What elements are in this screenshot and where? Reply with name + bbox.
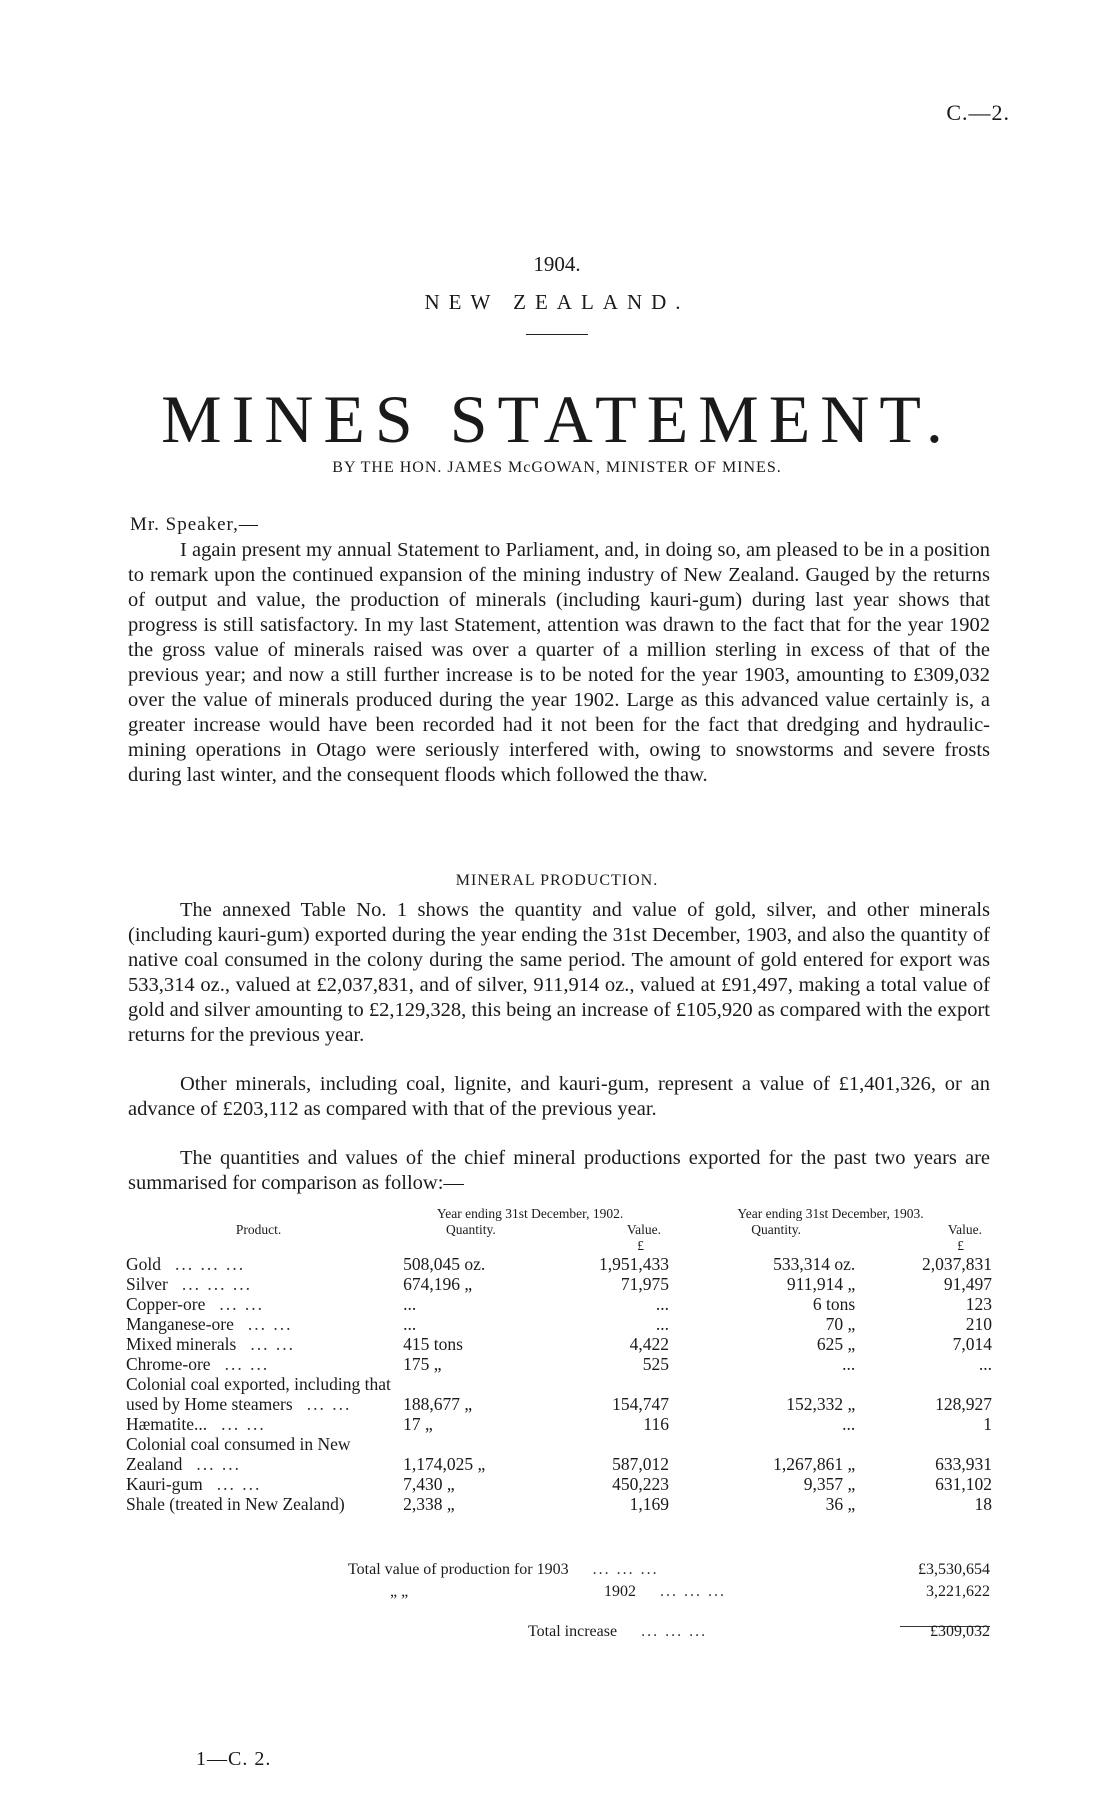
- paper-reference: C.—2.: [946, 100, 1010, 125]
- quantity-1903-cell-text: 9,357 „: [803, 1474, 856, 1494]
- table-currency-row: [126, 1238, 992, 1254]
- quantity-1902-cell: [391, 1274, 550, 1294]
- value-1903-cell: [883, 1474, 992, 1494]
- product-cell-text: Shale (treated in New Zealand): [126, 1494, 345, 1514]
- value-1903-cell: [883, 1274, 992, 1294]
- value-1902-cell: [551, 1254, 669, 1274]
- summary-intro-block: [128, 1146, 990, 1196]
- value-1902-cell: [551, 1474, 669, 1494]
- table-group-header: [126, 1206, 992, 1222]
- intro-paragraph-block: [128, 538, 990, 788]
- value-1903-cell: [883, 1294, 992, 1314]
- quantity-1903-cell-text: ...: [842, 1414, 856, 1434]
- value-1903-cell: [883, 1494, 992, 1514]
- increase-text: Total increase: [528, 1623, 618, 1640]
- quantity-1902-cell-text: 1,174,025 „: [403, 1454, 486, 1474]
- quantity-1903-cell: [669, 1274, 883, 1294]
- value-1903-cell: [883, 1314, 992, 1334]
- quantity-1903-cell-text: ...: [842, 1354, 856, 1374]
- quantity-1903-cell: [669, 1254, 883, 1274]
- summary-intro-paragraph: The quantities and values of the chief mineral productions exported for the past two years are summarised for comparison as follow:—: [128, 1147, 990, 1194]
- value-1903-cell: [883, 1354, 992, 1374]
- product-cell: [126, 1314, 391, 1334]
- quantity-1902-cell-text: ...: [403, 1314, 417, 1334]
- quantity-1902-cell: [391, 1254, 550, 1274]
- product-cell-text: Manganese-ore: [126, 1314, 234, 1334]
- leader-dots: ... ... ...: [175, 1254, 246, 1274]
- quantity-1903-cell-text: 36 „: [825, 1494, 856, 1514]
- quantity-1902-cell-text: 188,677 „: [403, 1394, 473, 1414]
- value-1903-cell-text: 1: [983, 1414, 992, 1434]
- product-cell-text: Mixed minerals: [126, 1334, 237, 1354]
- col-quantity-1903: Quantity.: [751, 1222, 801, 1237]
- value-1903-cell: [883, 1254, 992, 1274]
- ditto-marks: „ „: [390, 1583, 409, 1600]
- section-heading: MINERAL PRODUCTION.: [455, 872, 659, 889]
- product-cell: [126, 1494, 391, 1514]
- quantity-1903-cell-text: 911,914 „: [786, 1274, 856, 1294]
- value-1902-cell: [551, 1294, 669, 1314]
- table-row: [126, 1294, 992, 1314]
- quantity-1903-cell: [669, 1334, 883, 1354]
- title-divider: [526, 334, 588, 335]
- value-1902-cell: [551, 1354, 669, 1374]
- leader-dots: ... ...: [221, 1414, 266, 1434]
- product-cell: [126, 1434, 391, 1474]
- quantity-1902-cell-text: 17 „: [403, 1414, 433, 1434]
- quantity-1903-cell: [669, 1354, 883, 1374]
- value-1902-cell: [551, 1374, 669, 1414]
- total-1903-text: Total value of production for 1903: [348, 1561, 569, 1578]
- col-product: Product.: [235, 1222, 282, 1237]
- col-quantity-1902: Quantity.: [445, 1222, 496, 1237]
- table-row: [126, 1254, 992, 1274]
- leader-dots: ... ...: [224, 1354, 270, 1374]
- quantity-1902-cell: [391, 1314, 550, 1334]
- table-row: [126, 1494, 992, 1514]
- quantity-1902-cell-text: 175 „: [403, 1354, 442, 1374]
- total-1902-label: [604, 1583, 726, 1601]
- quantity-1903-cell: [669, 1294, 883, 1314]
- product-cell: [126, 1354, 391, 1374]
- total-1903-value: £3,530,654: [918, 1561, 990, 1578]
- value-1902-cell-text: ...: [655, 1314, 669, 1334]
- product-cell-text: Hæmatite...: [126, 1414, 208, 1434]
- table-intro-paragraph: The annexed Table No. 1 shows the quantity and value of gold, silver, and other minerals (including kauri-gum) exported during the year ending the 31st December, 1903, and also the quantity of native coal consumed in the colony during the same period. The amount of gold entered for export was 533,314 oz., valued at £2,037,831, and of silver, 911,914 oz., valued at £91,497, making a total value of gold and silver amounting to £2,129,328, this being an increase of £105,920 as compared with the export returns for the previous year.: [128, 899, 990, 1046]
- value-1903-cell: [883, 1334, 992, 1354]
- col-value-1902: Value.: [626, 1222, 661, 1237]
- quantity-1902-cell-text: 7,430 „: [403, 1474, 455, 1494]
- value-1902-cell-text: 525: [642, 1354, 669, 1374]
- quantity-1902-cell: [391, 1294, 550, 1314]
- production-table: [126, 1206, 992, 1514]
- increase-value: £309,032: [930, 1623, 990, 1640]
- table-intro-block: [128, 898, 990, 1048]
- value-1903-cell-text: 91,497: [943, 1274, 992, 1294]
- group-header-1903: Year ending 31st December, 1903.: [737, 1206, 924, 1221]
- leader-dots: ... ... ...: [181, 1274, 252, 1294]
- value-1902-cell-text: 587,012: [612, 1454, 669, 1474]
- value-1902-cell-text: 4,422: [629, 1334, 669, 1354]
- currency-1903: £: [957, 1238, 964, 1253]
- value-1902-cell-text: 154,747: [612, 1394, 669, 1414]
- other-minerals-block: [128, 1072, 990, 1122]
- total-1902-dots: ... ... ...: [660, 1583, 726, 1600]
- other-minerals-paragraph: Other minerals, including coal, lignite, and kauri-gum, represent a value of £1,401,326, or an advance of £203,112 as compared with that of the previous year.: [128, 1073, 990, 1120]
- value-1903-cell: [883, 1414, 992, 1434]
- byline: BY THE HON. JAMES McGOWAN, MINISTER OF MINES.: [332, 459, 782, 476]
- product-cell-text: Colonial coal consumed in New Zealand: [126, 1434, 351, 1474]
- value-1902-cell-text: 1,169: [629, 1494, 669, 1514]
- salutation: Mr. Speaker,—: [130, 514, 259, 535]
- total-1902-year: 1902: [604, 1583, 636, 1600]
- quantity-1902-cell-text: 415 tons: [403, 1334, 463, 1354]
- product-cell: [126, 1274, 391, 1294]
- leader-dots: ... ...: [216, 1474, 262, 1494]
- value-1903-cell-text: 128,927: [935, 1394, 992, 1414]
- country-heading: NEW ZEALAND.: [424, 290, 690, 314]
- value-1902-cell-text: 1,951,433: [599, 1254, 669, 1274]
- value-1903-cell: [883, 1374, 992, 1414]
- group-header-1902: Year ending 31st December, 1902.: [436, 1206, 624, 1221]
- value-1902-cell: [551, 1434, 669, 1474]
- value-1902-cell: [551, 1334, 669, 1354]
- quantity-1903-cell: [669, 1434, 883, 1474]
- product-cell: [126, 1334, 391, 1354]
- value-1902-cell-text: ...: [655, 1294, 669, 1314]
- quantity-1903-cell: [669, 1414, 883, 1434]
- table-row: [126, 1414, 992, 1434]
- value-1903-cell-text: 18: [974, 1494, 992, 1514]
- product-cell-text: Copper-ore: [126, 1294, 206, 1314]
- table-row: [126, 1374, 992, 1414]
- quantity-1902-cell-text: 674,196 „: [403, 1274, 473, 1294]
- table-row: [126, 1434, 992, 1474]
- currency-1902: £: [637, 1238, 644, 1253]
- table-row: [126, 1314, 992, 1334]
- quantity-1903-cell: [669, 1374, 883, 1414]
- increase-label: [528, 1623, 707, 1641]
- leader-dots: ... ...: [250, 1334, 295, 1354]
- quantity-1902-cell-text: 508,045 oz.: [403, 1254, 486, 1274]
- leader-dots: ... ...: [247, 1314, 293, 1334]
- product-cell: [126, 1374, 391, 1414]
- value-1903-cell-text: 210: [965, 1314, 992, 1334]
- quantity-1902-cell: [391, 1374, 550, 1414]
- value-1903-cell-text: 123: [965, 1294, 992, 1314]
- value-1903-cell: [883, 1434, 992, 1474]
- quantity-1902-cell-text: ...: [403, 1294, 417, 1314]
- table-row: [126, 1334, 992, 1354]
- value-1903-cell-text: 2,037,831: [922, 1254, 992, 1274]
- increase-dots: ... ... ...: [641, 1623, 708, 1640]
- quantity-1903-cell-text: 70 „: [825, 1314, 856, 1334]
- product-cell-text: Colonial coal exported, including that used by Home steamers: [126, 1374, 391, 1414]
- quantity-1903-cell-text: 6 tons: [812, 1294, 856, 1314]
- value-1902-cell-text: 450,223: [612, 1474, 669, 1494]
- table-column-header: [126, 1222, 992, 1238]
- total-1902-value: 3,221,622: [926, 1583, 990, 1600]
- intro-paragraph: I again present my annual Statement to Parliament, and, in doing so, am pleased to be in a position to remark upon the continued expansion of the mining industry of New Zealand. Gauged by the returns of output and value, the production of minerals (including kauri-gum) during last year shows that progress is still satisfactory. In my last Statement, attention was drawn to the fact that for the year 1902 the gross value of minerals raised was over a quarter of a million sterling in excess of that of the previous year; and now a still further increase is to be noted for the year 1903, amounting to £309,032 over the value of minerals produced during the year 1902. Large as this advanced value certainly is, a greater increase would have been recorded had it not been for the fact that dredging and hydraulic-mining operations in Otago were seriously interfered with, owing to snowstorms and severe frosts during last winter, and the consequent floods which followed the thaw.: [128, 539, 990, 786]
- product-cell: [126, 1294, 391, 1314]
- quantity-1903-cell: [669, 1474, 883, 1494]
- quantity-1902-cell: [391, 1334, 550, 1354]
- quantity-1902-cell: [391, 1414, 550, 1434]
- product-cell: [126, 1474, 391, 1494]
- table-row: [126, 1354, 992, 1374]
- quantity-1902-cell: [391, 1494, 550, 1514]
- quantity-1902-cell: [391, 1354, 550, 1374]
- total-1903-dots: ... ... ...: [592, 1561, 659, 1578]
- col-value-1903: Value.: [947, 1222, 982, 1237]
- value-1903-cell-text: 633,931: [935, 1454, 992, 1474]
- quantity-1902-cell: [391, 1474, 550, 1494]
- table-row: [126, 1474, 992, 1494]
- product-cell: [126, 1254, 391, 1274]
- product-cell-text: Kauri-gum: [126, 1474, 203, 1494]
- value-1902-cell: [551, 1314, 669, 1334]
- table-body: [126, 1254, 992, 1514]
- product-cell-text: Chrome-ore: [126, 1354, 211, 1374]
- product-cell: [126, 1414, 391, 1434]
- quantity-1903-cell-text: 1,267,861 „: [773, 1454, 856, 1474]
- value-1903-cell-text: 7,014: [952, 1334, 992, 1354]
- leader-dots: ... ...: [219, 1294, 264, 1314]
- page-title: MINES STATEMENT.: [161, 381, 953, 457]
- quantity-1902-cell-text: 2,338 „: [403, 1494, 455, 1514]
- leader-dots: ... ...: [196, 1454, 241, 1474]
- value-1902-cell: [551, 1414, 669, 1434]
- table-row: [126, 1274, 992, 1294]
- value-1902-cell: [551, 1494, 669, 1514]
- leader-dots: ... ...: [306, 1394, 352, 1414]
- value-1903-cell-text: 631,102: [935, 1474, 992, 1494]
- quantity-1903-cell-text: 533,314 oz.: [773, 1254, 856, 1274]
- quantity-1903-cell-text: 625 „: [816, 1334, 856, 1354]
- product-cell-text: Silver: [126, 1274, 168, 1294]
- product-cell-text: Gold: [126, 1254, 161, 1274]
- quantity-1903-cell: [669, 1314, 883, 1334]
- value-1902-cell: [551, 1274, 669, 1294]
- page-footer-ref: 1—C. 2.: [196, 1748, 272, 1770]
- quantity-1903-cell-text: 152,332 „: [786, 1394, 856, 1414]
- quantity-1903-cell: [669, 1494, 883, 1514]
- document-year: 1904.: [533, 252, 581, 276]
- value-1903-cell-text: ...: [978, 1354, 992, 1374]
- quantity-1902-cell: [391, 1434, 550, 1474]
- value-1902-cell-text: 71,975: [620, 1274, 669, 1294]
- total-1903-label: [348, 1561, 659, 1579]
- value-1902-cell-text: 116: [643, 1414, 669, 1434]
